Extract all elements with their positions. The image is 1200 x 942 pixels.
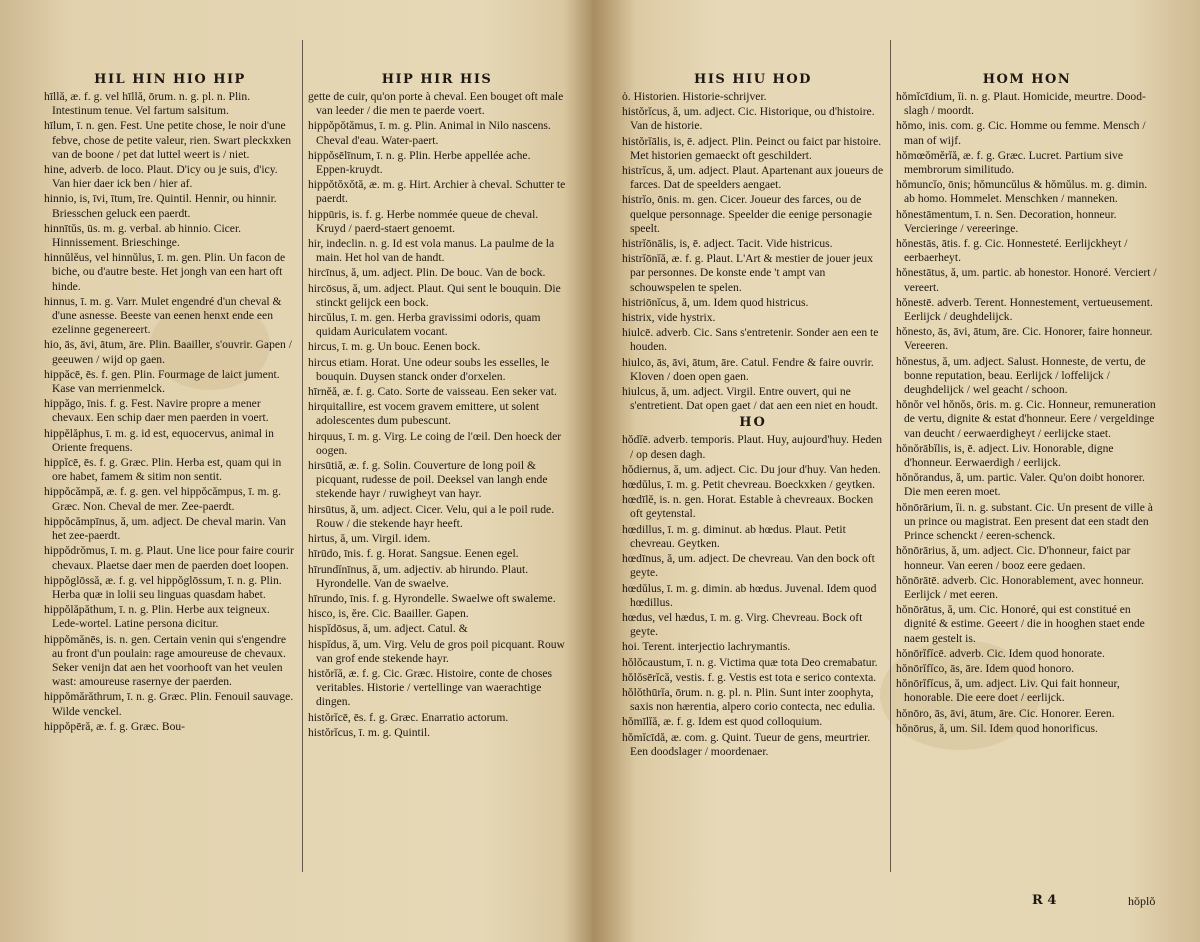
dictionary-entry: histrix, vide hystrix. <box>622 311 716 325</box>
dictionary-entry: hinnio, is, īvi, ītum, īre. Quintil. Hennir, ou hinnir. Briesschen geluck een paerdt. <box>44 192 277 220</box>
dictionary-entry: hippŏmănēs, is. n. gen. Certain venin qui s'engendre au front d'un poulain: rage amoureuse de chevaux. Seker venijn dat aen het voorhooft van het veulen wast: amoureuse rasernye der paerden. <box>44 632 286 689</box>
dictionary-entry: hippŏdrŏmus, ī. m. g. Plaut. Une lice pour faire courir chevaux. Plaetse daer men de paerden doet loopen. <box>44 544 294 572</box>
dictionary-entry: hŏmĭcīdium, ĭi. n. g. Plaut. Homicide, meurtre. Dood-slagh / moordt. <box>896 90 1146 118</box>
dictionary-entry: hircŭlus, ī. m. gen. Herba gravissimi odoris, quam quidam Auriculatem vocant. <box>308 311 541 339</box>
dictionary-entry: hippŏcămpă, æ. f. g. gen. vel hippŏcămpus, ī. m. g. Græc. Non. Cheval de mer. Zee-paerdt. <box>44 485 281 513</box>
dictionary-entry: hŏlŏsērĭcă, vestis. f. g. Vestis est tota e serico contexta. <box>622 670 877 684</box>
left-page-column-2 <box>308 36 566 916</box>
dictionary-entry: hīrnĕă, æ. f. g. Cato. Sorte de vaisseau. Een seker vat. <box>308 385 557 399</box>
dictionary-entry: hŏnōrārium, ĭi. n. g. substant. Cic. Un present de ville à un prince ou magistrat. Een present dat een stadt den Prince schenckt / eeren-schenck. <box>896 500 1153 543</box>
dictionary-entry: histŏrĭă, æ. f. g. Cic. Græc. Histoire, conte de choses veritables. Historie / vertellinge van waerachtige dingen. <box>308 666 553 709</box>
dictionary-entry: hŏnestāmentum, ī. n. Sen. Decoration, honneur. Vercieringe / vereeringe. <box>896 207 1117 235</box>
dictionary-entry: hinnus, ī. m. g. Varr. Mulet engendré d'un cheval & d'une asnesse. Beeste van eenen henxt ende een ezelinne gegenereert. <box>44 294 282 337</box>
dictionary-entry: hirsūtus, ă, um. adject. Cicer. Velu, qui a le poil rude. Rouw / die stekende hayr heeft. <box>308 502 555 530</box>
dictionary-entry: hine, adverb. de loco. Plaut. D'icy ou je suis, d'icy. Van hier daer ick ben / hier af. <box>44 163 278 191</box>
dictionary-entry: histrĭo, ōnis. m. gen. Cicer. Joueur des farces, ou de quelque personnage. Speelder die eenige personagie speelt. <box>622 193 873 235</box>
dictionary-entry: hippŏsēlīnum, ī. n. g. Plin. Herbe appellée ache. Eppen-kruydt. <box>308 148 531 177</box>
dictionary-entry: hircus, ī. m. g. Un bouc. Eenen bock. <box>308 340 481 354</box>
dictionary-entry: hŏnōrārius, ă, um. adject. Cic. D'honneur, faict par honneur. Van eeren / booz eere gedaen. <box>896 544 1131 572</box>
dictionary-entry: hio, ās, āvi, ātum, āre. Plin. Baailler, s'ouvrir. Gapen / geeuwen / wijd op gaen. <box>44 338 292 366</box>
dictionary-entry: hŏmĭcīdă, æ. com. g. Quint. Tueur de gens, meurtrier. Een doodslager / moordenaer. <box>622 730 871 758</box>
column-divider <box>890 40 891 872</box>
dictionary-entry: hŏdĭē. adverb. temporis. Plaut. Huy, aujourd'huy. Heden / op desen dagh. <box>622 433 883 461</box>
dictionary-entry: hŏlŏthūrĭa, ōrum. n. g. pl. n. Plin. Sunt inter zoophyta, saxis non hærentia, alpero corio contecta, nec edulia. <box>622 685 876 714</box>
right-page-column-2 <box>896 36 1158 916</box>
dictionary-entry: hŏnestātus, ă, um. partic. ab honestor. Honoré. Verciert / vereert. <box>896 266 1157 294</box>
dictionary-entry: hircus etiam. Horat. Une odeur soubs les esselles, le bouquin. Duysen stanck onder d'orxelen. <box>308 355 550 383</box>
dictionary-entry: hŏnestās, ātis. f. g. Cic. Honnesteté. Eerlijckheyt / eerbaerheyt. <box>896 237 1128 265</box>
dictionary-entry: hiulcē. adverb. Cic. Sans s'entretenir. Sonder aen een te houden. <box>622 326 879 354</box>
dictionary-entry: hŏnestē. adverb. Terent. Honnestement, vertueusement. Eerlijck / deughdelijck. <box>896 295 1153 324</box>
entry-list <box>308 90 566 741</box>
dictionary-entry: hŏmo, inis. com. g. Cic. Homme ou femme. Mensch / man of wijf. <box>896 119 1146 147</box>
dictionary-entry: hinnītŭs, ūs. m. g. verbal. ab hinnio. Cicer. Hinnissement. Brieschinge. <box>44 221 242 250</box>
dictionary-entry: hircōsus, ă, um. adject. Plaut. Qui sent le bouquin. Die stinckt gelijck een bock. <box>308 281 561 309</box>
left-page-column-1 <box>44 36 296 916</box>
dictionary-entry: gette de cuir, qu'on porte à cheval. Een bouget oft male van leeder / die men te paerde voert. <box>308 90 564 118</box>
dictionary-entry: hŏlŏcaustum, ī. n. g. Victima quæ tota Deo cremabatur. <box>622 655 878 669</box>
dictionary-entry: hirsūtiă, æ. f. g. Solin. Couverture de long poil & picquant, rudesse de poil. Deeksel van langh ende stekende hayr / ruwigheyt van hayr. <box>308 459 548 501</box>
dictionary-entry: hŏnōrĭfĭcus, ă, um. adject. Liv. Qui fait honneur, honorable. Die eere doet / eerlijck. <box>896 677 1120 705</box>
right-page <box>600 0 1200 942</box>
dictionary-entry: hīrundo, īnis. f. g. Hyrondelle. Swaelwe oft swaleme. <box>308 591 556 605</box>
dictionary-entry: hŏnŏrābĭlis, is, ē. adject. Liv. Honorable, digne d'honneur. Eerwaerdigh / eerlijck. <box>896 441 1114 470</box>
dictionary-entry: hœdŭlus, ī. m. g. dimin. ab hœdus. Juvenal. Idem quod hœdillus. <box>622 581 877 609</box>
dictionary-entry: hiulco, ās, āvi, ātum, āre. Catul. Fendre & faire ouvrir. Kloven / doen open gaen. <box>622 355 874 383</box>
dictionary-entry: hinnŭlĕus, vel hinnŭlus, ī. m. gen. Plin. Un facon de biche, ou d'autre beste. Het jongh van een hart oft hinde. <box>44 251 286 293</box>
dictionary-entry: hippŏtŏxŏtă, æ. m. g. Hirt. Archier à cheval. Schutter te paerdt. <box>308 178 566 206</box>
dictionary-entry: hŏnōrātus, ă, um. Cic. Honoré, qui est constitué en dignité & estime. Geeert / die in hooghen staet ende naem gestelt is. <box>896 603 1145 645</box>
signature-mark: R 4 <box>1032 893 1057 908</box>
dictionary-entry: hīlum, ī. n. gen. Fest. Une petite chose, le noir d'une febve, chose de petite valeur, rien. Swart pleckxken van de boone / pet dat luttel weert is / niet. <box>44 119 292 161</box>
dictionary-entry: histriōnĭcus, ă, um. Idem quod histricus. <box>622 295 809 309</box>
dictionary-entry: hippūris, is. f. g. Herbe nommée queue de cheval. Kruyd / paerd-staert genoemt. <box>308 207 539 235</box>
right-page-column-1 <box>622 36 884 916</box>
column-header: HIP HIR HIS <box>381 72 493 87</box>
dictionary-entry: hippăgo, īnis. f. g. Fest. Navire propre a mener chevaux. Een schip daer men paerden in voert. <box>44 397 269 425</box>
dictionary-entry: hŏnōrātē. adverb. Cic. Honorablement, avec honneur. Eerlijck / met eeren. <box>896 573 1144 601</box>
dictionary-entry: hippŏmărăthrum, ī. n. g. Græc. Plin. Fenouil sauvage. Wilde venckel. <box>44 690 294 718</box>
dictionary-entry: hŏnesto, ās, āvi, ātum, āre. Cic. Honorer, faire honneur. Vereeren. <box>896 325 1153 353</box>
dictionary-entry: histŏrĭcē, ēs. f. g. Græc. Enarratio actorum. <box>308 710 509 724</box>
dictionary-entry: hŏmuncĭo, ōnis; hŏmuncŭlus & hŏmŭlus. m. g. dimin. ab homo. Hommelet. Menschken / manneken. <box>896 178 1148 206</box>
dictionary-entry: hœdŭlus, ī. m. g. Petit chevreau. Boeckxken / geytken. <box>622 478 876 492</box>
column-header: HIL HIN HIO HIP <box>94 72 246 87</box>
column-header: HIS HIU HOD <box>694 72 812 87</box>
dictionary-entry: hir, indeclin. n. g. Id est vola manus. La paulme de la main. Het hol van de handt. <box>308 237 555 265</box>
dictionary-entry: histrĭcus, ă, um. adject. Plaut. Apartenant aux joueurs de farces. Dat de speelders aengaet. <box>622 164 884 192</box>
dictionary-entry: histŏrĭcus, ă, um. adject. Cic. Historique, ou d'histoire. Van de historie. <box>622 105 875 133</box>
dictionary-entry: hippŏglōssă, æ. f. g. vel hippŏglōssum, ī. n. g. Plin. Herba quæ in lolii seu linguas quasdam habet. <box>44 573 282 601</box>
dictionary-entry: hŏnōrus, ă, um. Sil. Idem quod honorificus. <box>896 721 1098 735</box>
dictionary-entry: hirquitallire, est vocem gravem emittere, ut solent adolescentes dum pubescunt. <box>308 400 540 428</box>
dictionary-entry: hiulcus, ă, um. adject. Virgil. Entre ouvert, qui ne s'entretient. Dat open gaet / dat aen een niet en houdt. <box>622 385 879 413</box>
dictionary-entry: hippĭcē, ēs. f. g. Græc. Plin. Herba est, quam qui in ore habet, famem & sitim non sentit. <box>44 456 282 484</box>
dictionary-entry: hispĭdus, ă, um. Virg. Velu de gros poil picquant. Rouw van grof ende stekende hayr. <box>308 637 565 665</box>
dictionary-entry: hoi. Terent. interjectio lachrymantis. <box>622 640 791 654</box>
dictionary-entry: hippŏlăpăthum, ī. n. g. Plin. Herbe aux teigneux. Lede-wortel. Latine persona dicitur. <box>44 603 270 631</box>
entry-list <box>896 90 1158 737</box>
catchword: hŏplŏ <box>1128 894 1156 908</box>
dictionary-entry: hœdīnus, ă, um. adject. De chevreau. Van den bock oft geyte. <box>622 552 875 580</box>
dictionary-entry: hŏnōrĭfĭcē. adverb. Cic. Idem quod honorate. <box>896 646 1105 660</box>
column-divider <box>302 40 303 872</box>
dictionary-entry: hīrundĭnīnus, ă, um. adjectiv. ab hirundo. Plaut. Hyrondelle. Van de swaelve. <box>308 562 529 590</box>
dictionary-entry: hircīnus, ă, um. adject. Plin. De bouc. Van de bock. <box>308 266 546 280</box>
dictionary-entry: hŏmīlĭă, æ. f. g. Idem est quod colloquium. <box>622 715 823 729</box>
dictionary-entry: hīllă, æ. f. g. vel hīllă, ōrum. n. g. pl. n. Plin. Intestinum tenue. Vel fartum salsitum. <box>44 90 251 118</box>
dictionary-entry: hippŏpŏtămus, ī. m. g. Plin. Animal in Nilo nascens. Cheval d'eau. Water-paert. <box>308 119 551 147</box>
dictionary-entry: hisco, is, ĕre. Cic. Baailler. Gapen. <box>308 607 469 621</box>
section-heading: HO <box>739 415 767 431</box>
dictionary-entry: hippŏpēră, æ. f. g. Græc. Bou- <box>44 719 186 733</box>
dictionary-entry: histŏrĭālis, is, ē. adject. Plin. Peinct ou faict par histoire. Met historien gemaeckt oft geschildert. <box>622 134 882 162</box>
dictionary-entry: histŏrĭcus, ī. m. g. Quintil. <box>308 725 431 739</box>
dictionary-entry: hŏmœŏmĕrĭă, æ. f. g. Græc. Lucret. Partium sive membrorum similitudo. <box>896 148 1123 177</box>
dictionary-entry: hirtus, ă, um. Virgil. idem. <box>308 532 431 546</box>
dictionary-entry: histrĭōnĭă, æ. f. g. Plaut. L'Art & mestier de jouer jeux par personnes. De konste ende 't ampt van schouwspelen te spelen. <box>622 252 873 294</box>
dictionary-entry: ὁ. Historien. Historie-schrijver. <box>622 90 767 103</box>
dictionary-entry: hirquus, ī. m. g. Virg. Le coing de l'œil. Den hoeck der oogen. <box>308 429 562 457</box>
dictionary-entry: hippĕlăphus, ī. m. g. id est, equocervus, animal in Oriente frequens. <box>44 426 274 454</box>
dictionary-entry: histrĭōnālis, is, ē. adject. Tacit. Vide histricus. <box>622 237 833 251</box>
dictionary-entry: hŏnōrĭfĭco, ās, āre. Idem quod honoro. <box>896 661 1075 675</box>
dictionary-entry: hŏnŏrandus, ă, um. partic. Valer. Qu'on doibt honorer. Die men eeren moet. <box>896 471 1145 499</box>
entry-list <box>44 90 296 735</box>
dictionary-entry: hīrūdo, īnis. f. g. Horat. Sangsue. Eenen egel. <box>308 547 519 561</box>
entry-list <box>622 90 884 760</box>
dictionary-entry: hœdillus, ī. m. g. diminut. ab hœdus. Plaut. Petit chevreau. Geytken. <box>622 522 846 550</box>
dictionary-entry: hŏnestus, ă, um. adject. Salust. Honneste, de vertu, de bonne reputation, beau. Eerlijck / loffelijck / deughdelijck / wel geacht / schoon. <box>896 354 1146 397</box>
dictionary-entry: hispĭdōsus, ă, um. adject. Catul. & <box>308 622 468 636</box>
dictionary-entry: hœdus, vel hædus, ī. m. g. Virg. Chevreau. Bock oft geyte. <box>622 610 863 639</box>
dictionary-entry: hŏdiernus, ă, um. adject. Cic. Du jour d'huy. Van heden. <box>622 462 881 476</box>
dictionary-entry: hippăcē, ēs. f. gen. Plin. Fourmage de laict jument. Kase van merrienmelck. <box>44 367 280 396</box>
dictionary-entry: hœdīlĕ, is. n. gen. Horat. Estable à chevreaux. Bocken oft geytenstal. <box>622 493 874 521</box>
dictionary-entry: hŏnŏr vel hŏnŏs, ōris. m. g. Cic. Honneur, remuneration de vertu, dignite & estat d'honneur. Eere / vergeldinge van deucht / eerwaerdigheyt / eerlijcke staet. <box>896 398 1156 440</box>
dictionary-entry: hŏnōro, ās, āvi, ātum, āre. Cic. Honorer. Eeren. <box>896 706 1115 720</box>
dictionary-entry: hippŏcămpīnus, ă, um. adject. De cheval marin. Van het zee-paerdt. <box>44 514 286 543</box>
column-header: HOM HON <box>982 72 1072 87</box>
